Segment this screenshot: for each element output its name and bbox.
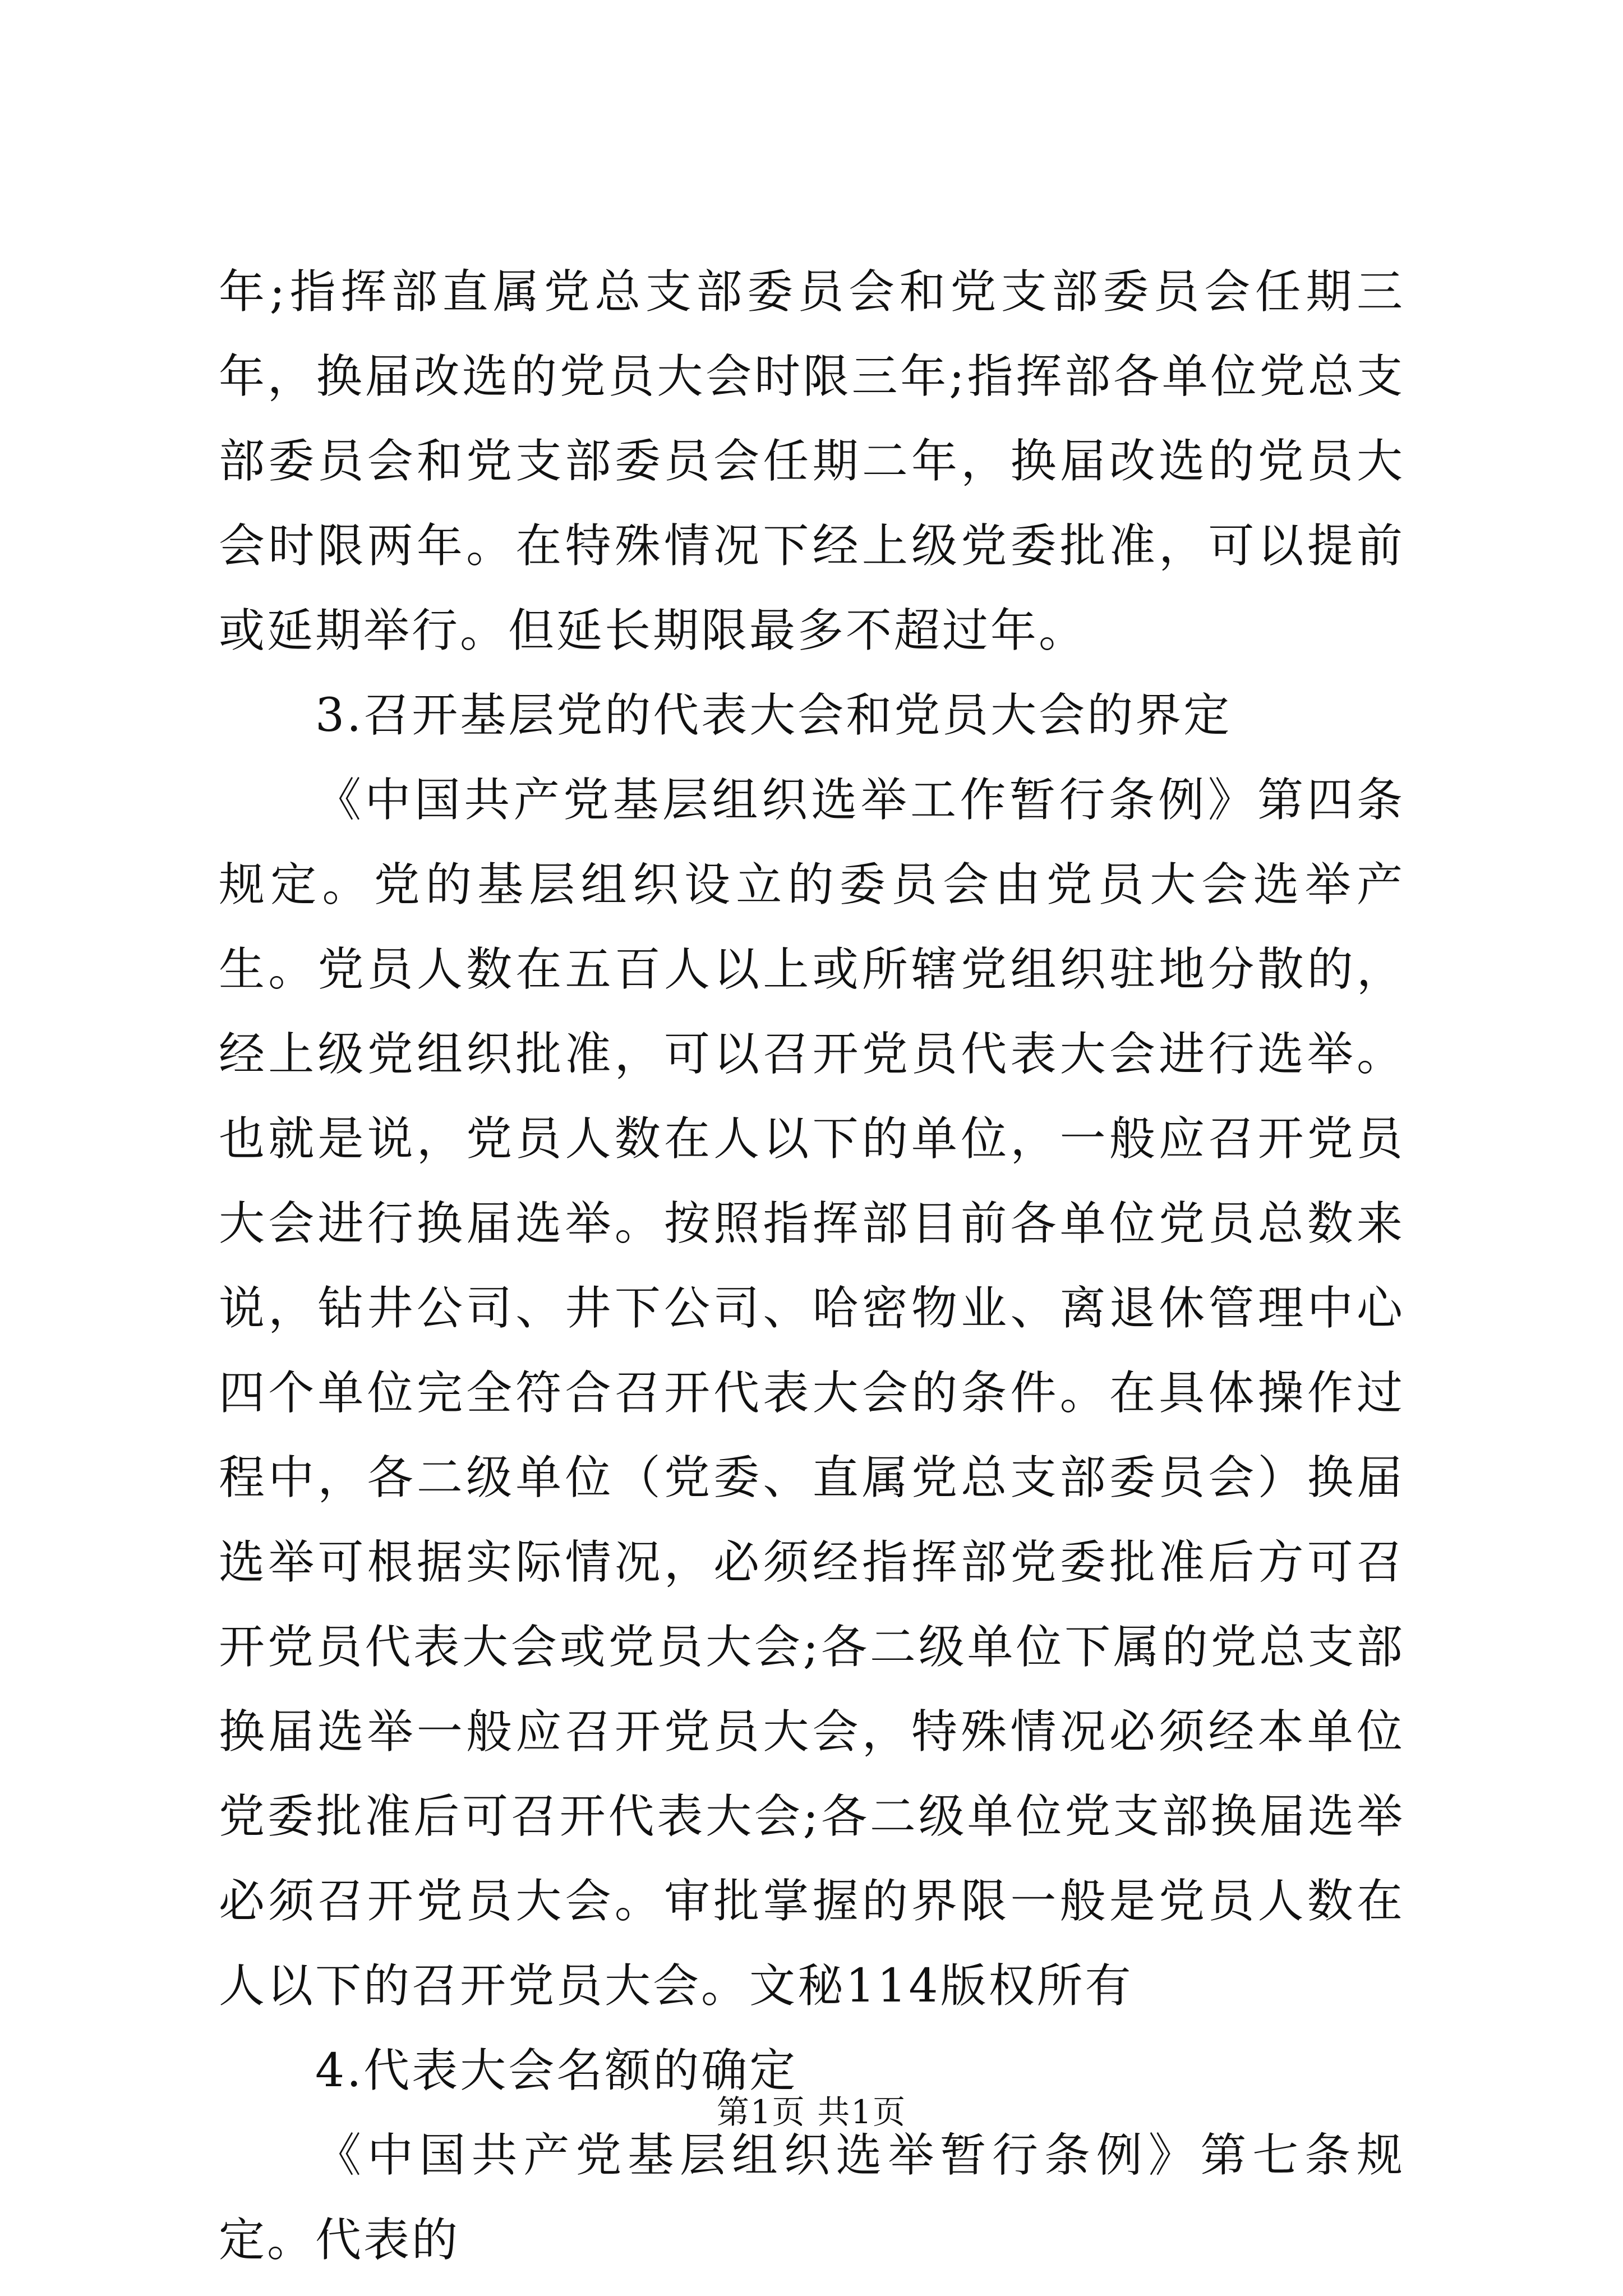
page-footer: 第1页 共1页: [716, 2093, 907, 2131]
heading-delegate-quota: 4.代表大会名额的确定: [315, 2044, 798, 2097]
document-body: [219, 250, 1405, 2283]
paragraph-congress-definition: 《中国共产党基层组织选举工作暂行条例》第四条规定。党的基层组织设立的委员会由党员大会选举产生。党员人数在五百人以上或所辖党组织驻地分散的，经上级党组织批准，可以召开党员代表大会进行选举。也就是说，党员人数在人以下的单位，一般应召开党员大会进行换届选举。按照指挥部目前各单位党员总数来说，钻井公司、井下公司、哈密物业、离退休管理中心四个单位完全符合召开代表大会的条件。在具体操作过程中，各二级单位（党委、直属党总支部委员会）换届选举可根据实际情况，必须经指挥部党委批准后方可召开党员代表大会或党员大会;各二级单位下属的党总支部换届选举一般应召开党员大会，特殊情况必须经本单位党委批准后可召开代表大会;各二级单位党支部换届选举必须召开党员大会。审批掌握的界限一般是党员人数在人以下的召开党员大会。文秘114版权所有: [219, 774, 1405, 2013]
paragraph-term-limits: 年;指挥部直属党总支部委员会和党支部委员会任期三年，换届改选的党员大会时限三年;指挥部各单位党总支部委员会和党支部委员会任期二年，换届改选的党员大会时限两年。在特殊情况下经上级党委批准，可以提前或延期举行。但延长期限最多不超过年。: [219, 265, 1405, 657]
paragraph-delegate-quota: 《中国共产党基层组织选举暂行条例》第七条规定。代表的: [219, 2129, 1405, 2267]
heading-congress-definition: 3.召开基层党的代表大会和党员大会的界定: [315, 689, 1232, 742]
